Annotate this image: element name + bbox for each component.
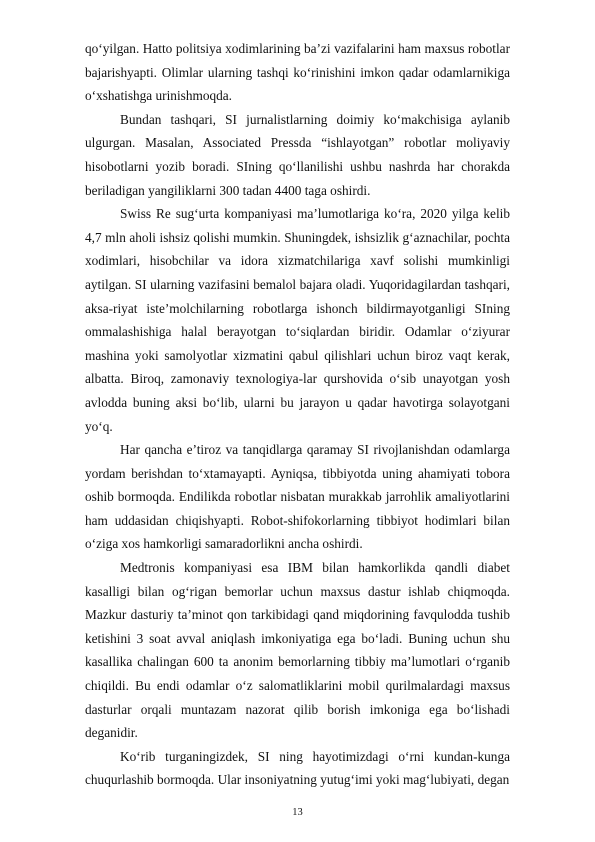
paragraph: Bundan tashqari, SI jurnalistlarning doimiy ko‘makchisiga aylanib ulgurgan. Masalan, Associated Pressda “ishlayotgan” robotlar moliyaviy hisobotlarni yozib boradi. SIning qo‘llanilishi ushbu nashrda har chorakda beriladigan yangiliklarni 300 tadan 4400 taga oshirdi. [85,111,510,198]
paragraph: Har qancha e’tiroz va tanqidlarga qaramay SI rivojlanishdan odamlarga yordam berishdan to‘xtamayapti. Ayniqsa, tibbiyotda uning ahamiyati tobora oshib bormoqda. Endilikda robotlar nisbatan murakkab jarrohlik amaliyotlarini ham uddasidan chiqishyapti. Robot-shifokorlarning tibbiyot hodimlari bilan o‘ziga xos hamkorligi samaradorlikni ancha oshirdi. [85,442,510,552]
paragraph: Medtronis kompaniyasi esa IBM bilan hamkorlikda qandli diabet kasalligi bilan og‘rigan bemorlar uchun maxsus dastur ishlab chiqmoqda. Mazkur dasturiy ta’minot qon tarkibidagi qand miqdorining favqulodda tushib ketishini 3 soat avval aniqlash imkoniyatiga ega bo‘ladi. Buning uchun shu kasallika chalingan 600 ta anonim bemorlarning tibbiy ma’lumotlari o‘rganib chiqildi. Bu endi odamlar o‘z salomatliklarini mobil qurilmalardagi maxsus dasturlar orqali muntazam nazorat qilib borish imkoniga ega bo‘lishadi deganidir. [85,560,510,741]
paragraph: Ko‘rib turganingizdek, SI ning hayotimizdagi o‘rni kundan-kunga chuqurlashib bormoqda. Ular insoniyatning yutug‘imi yoki mag‘lubiyati, degan [85,748,510,788]
document-body [85,37,510,792]
paragraph: qo‘yilgan. Hatto politsiya xodimlarining ba’zi vazifalarini ham maxsus robotlar bajarishyapti. Olimlar ularning tashqi ko‘rinishini imkon qadar odamlarnikiga o‘xshatishga urinishmoqda. [85,41,510,104]
paragraph: Swiss Re sug‘urta kompaniyasi ma’lumotlariga ko‘ra, 2020 yilga kelib 4,7 mln aholi ishsiz qolishi mumkin. Shuningdek, ishsizlik g‘aznachilar, pochta xodimlari, hisobchilar va idora xizmatchilariga xavf solishi mumkinligi aytilgan. SI ularning vazifasini bemalol bajara oladi. Yuqoridagilardan tashqari, aksa-riyat iste’molchilarning robotlarga ishonch bildirmayotganligi SIning ommalashishiga halal berayotgan to‘siqlardan biridir. Odamlar o‘ziyurar mashina yoki samolyotlar xizmatini qabul qilishlari uchun biroz vaqt kerak, albatta. Biroq, zamonaviy texnologiya-lar qurshovida o‘sib unayotgan yosh avlodda buning aksi bo‘lib, ularni bu jarayon u qadar havotirga solayotgani yo‘q. [85,206,510,434]
page-number: 13 [292,807,303,818]
